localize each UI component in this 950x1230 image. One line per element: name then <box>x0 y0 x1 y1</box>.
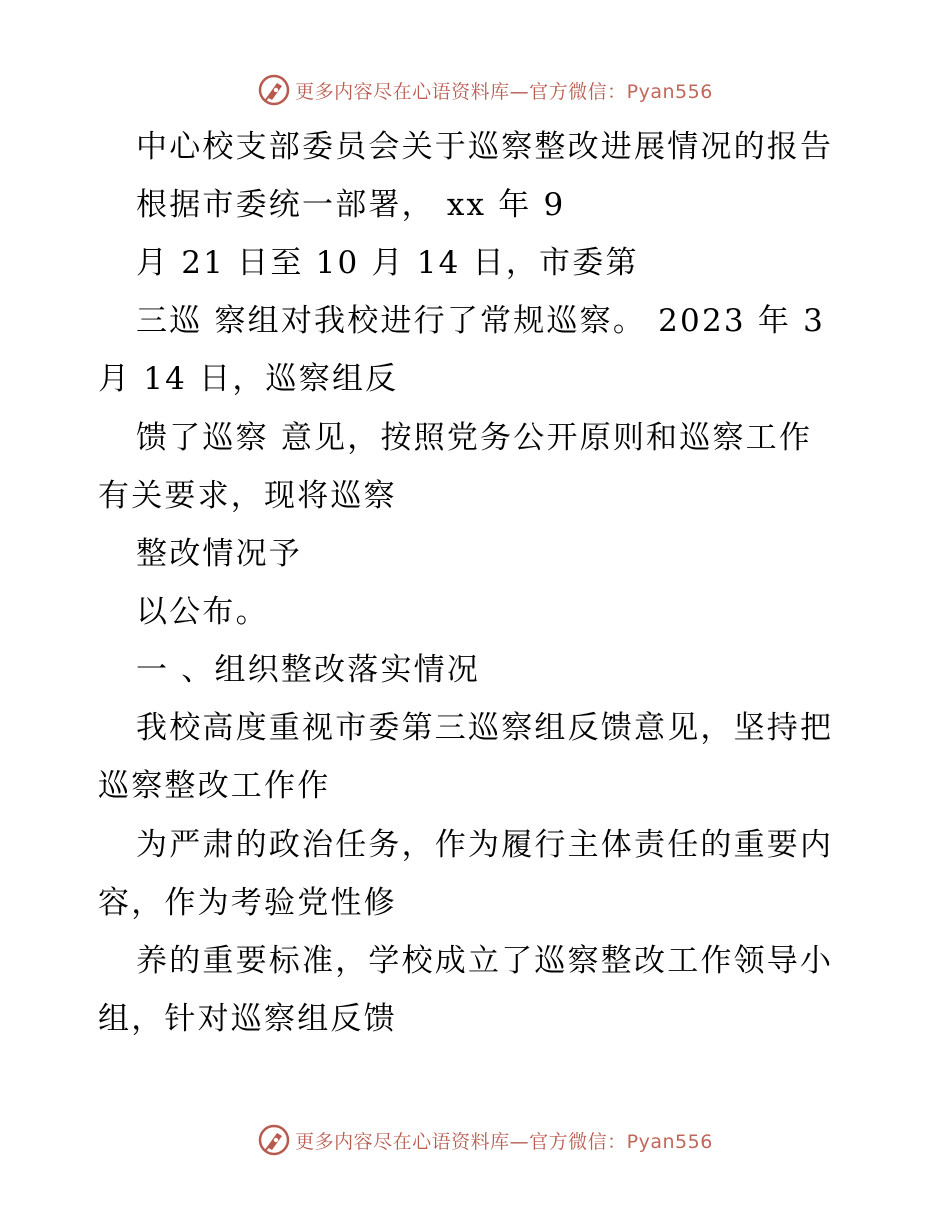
pen-nib-circle-icon <box>257 73 291 107</box>
watermark-text: 更多内容尽在心语资料库—官方微信： <box>295 80 627 103</box>
paragraph-line: 有关要求，现将巡察 <box>98 478 397 514</box>
paragraph-line: 月 21 日至 10 月 14 日，市委第 <box>136 245 639 281</box>
paragraph-line: 三巡 察组对我校进行了常规巡察。 2023 年 3 <box>136 303 826 339</box>
paragraph-line: 以公布。 <box>136 594 269 630</box>
paragraph-line: 根据市委统一部署， xx 年 9 <box>136 187 566 223</box>
watermark-id: Pyan556 <box>626 80 713 103</box>
paragraph-line: 整改情况予 <box>136 536 302 572</box>
section-heading: 一 、组织整改落实情况 <box>136 652 481 688</box>
paragraph-line: 巡察整改工作作 <box>98 768 331 804</box>
paragraph-line: 月 14 日，巡察组反 <box>98 361 399 397</box>
paragraph-line: 组，针对巡察组反馈 <box>98 1001 397 1037</box>
watermark-id: Pyan556 <box>626 1130 713 1153</box>
paragraph-line: 馈了巡察 意见，按照党务公开原则和巡察工作 <box>136 420 813 456</box>
document-title: 中心校支部委员会关于巡察整改进展情况的报告 <box>136 129 834 165</box>
footer-watermark <box>0 1120 950 1160</box>
paragraph-line: 容，作为考验党性修 <box>98 885 397 921</box>
paragraph-line: 我校高度重视市委第三巡察组反馈意见，坚持把 <box>136 710 834 746</box>
paragraph-line: 养的重要标准，学校成立了巡察整改工作领导小 <box>136 943 834 979</box>
pen-nib-circle-icon <box>257 1123 291 1157</box>
watermark-text: 更多内容尽在心语资料库—官方微信： <box>295 1130 627 1153</box>
header-watermark <box>0 70 950 110</box>
paragraph-line: 为严肃的政治任务，作为履行主体责任的重要内 <box>136 827 834 863</box>
